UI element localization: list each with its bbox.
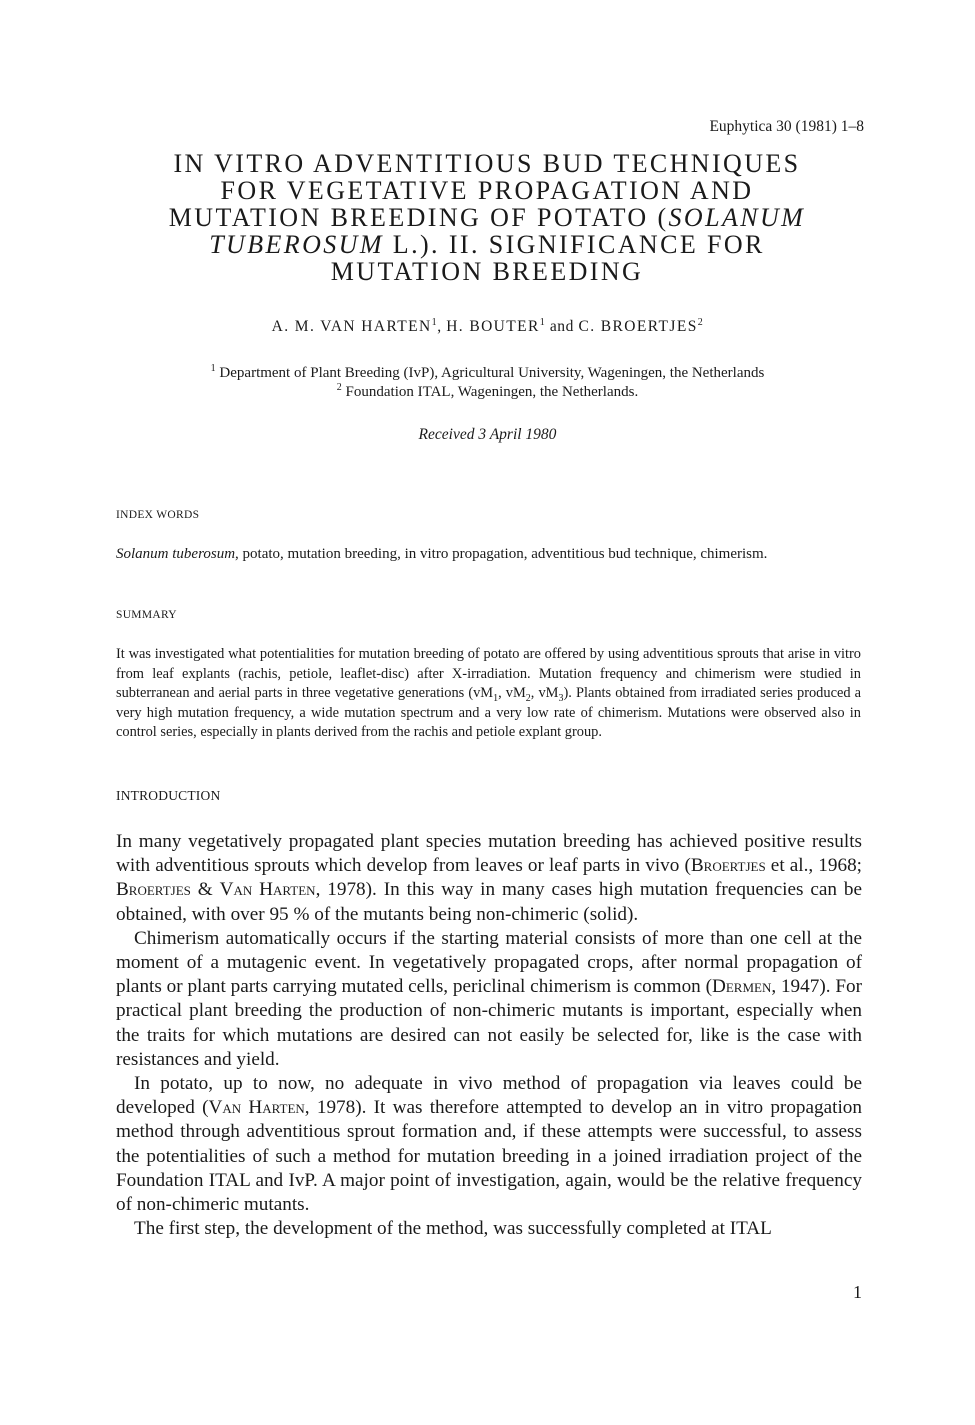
text-segment: , 1978). In this way in many cases high mutation frequencies can be obtained, with over 95 % of the mutants being non-chimeric (solid).	[116, 879, 862, 925]
author-name: C. BROERTJES	[578, 318, 698, 335]
summary-segment: , vM	[498, 685, 526, 702]
author-name: H. BOUTER	[446, 318, 540, 335]
author-conjunction: and	[549, 318, 575, 335]
summary-subscript: 3	[558, 693, 564, 705]
title-species-italic: SOLANUM	[668, 203, 806, 232]
affiliation-text: Department of Plant Breeding (IvP), Agricultural University, Wageningen, the Netherlands	[219, 365, 765, 381]
title-text: MUTATION BREEDING OF POTATO (	[168, 203, 669, 232]
paper-title	[120, 150, 854, 285]
author-affiliation-mark: 1	[431, 316, 438, 328]
title-species-italic: TUBEROSUM	[209, 230, 384, 259]
affiliation-line	[100, 364, 875, 383]
affiliation-text: Foundation ITAL, Wageningen, the Netherlands.	[345, 384, 639, 400]
title-text: L.). II. SIGNIFICANCE FOR	[383, 230, 765, 259]
text-segment: et al., 1968;	[765, 855, 862, 877]
author-affiliation-mark: 2	[697, 316, 704, 328]
index-words-heading: INDEX WORDS	[116, 509, 200, 521]
title-line	[120, 231, 854, 258]
journal-citation: Euphytica 30 (1981) 1–8	[709, 118, 864, 135]
introduction-heading: INTRODUCTION	[116, 788, 221, 803]
index-words-text	[116, 545, 861, 563]
author-list: A. M. VAN HARTEN$^1$, H. BOUTER$^1$ and C. BROERTJES$^2$	[271, 316, 704, 335]
author-affiliation-mark: 1	[539, 316, 546, 328]
text-segment: , 1947). For practical plant breeding the production of non-chimeric mutants is important, especially when the traits for which mutations are desired can not easily be selected for, like is the case with resistances and yield.	[116, 976, 862, 1070]
received-date: Received 3 April 1980	[418, 426, 557, 443]
title-line	[120, 204, 854, 231]
summary-segment: ). Plants obtained from irradiated series produced a very high mutation frequency, a wide mutation spectrum and a very low rate of chimerism. Mutations were observed also in control series, especially in plants derived from the rachis and petiole explant group.	[116, 685, 862, 741]
citation-author: Broertjes	[690, 855, 766, 877]
summary-segment: , vM	[530, 685, 559, 702]
citation-author: Van Harten	[219, 879, 316, 901]
intro-paragraph: The first step, the development of the method, was successfully completed at ITAL	[134, 1218, 772, 1240]
text-segment: &	[190, 879, 220, 901]
affiliation-mark: 1	[210, 363, 216, 374]
summary-subscript: 2	[525, 693, 531, 705]
summary-subscript: 1	[493, 693, 499, 705]
text-segment: In potato, up to now, no adequate in vivo method of propagation via leaves could be developed (	[116, 1073, 862, 1119]
affiliation-mark: 2	[336, 382, 342, 393]
page-number: 1	[853, 1282, 862, 1302]
summary-heading: SUMMARY	[116, 609, 177, 621]
introduction-body	[116, 830, 862, 1241]
text-segment: Chimerism automatically occurs if the starting material consists of more than one cell at the moment of a mutagenic event. In vegetatively propagated crops, after normal propagation of plants or plant parts carrying mutated cells, periclinal chimerism is common (	[116, 927, 862, 998]
intro-paragraph	[116, 927, 862, 1072]
citation-author: Van Harten	[208, 1097, 305, 1119]
intro-paragraph	[116, 830, 862, 927]
title-line: IN VITRO ADVENTITIOUS BUD TECHNIQUES	[173, 149, 801, 178]
affiliations	[100, 364, 875, 402]
citation-author: Broertjes	[116, 879, 191, 901]
affiliation-line	[100, 383, 875, 402]
index-words-rest: , potato, mutation breeding, in vitro propagation, adventitious bud technique, chimerism.	[235, 546, 768, 562]
title-line: MUTATION BREEDING	[330, 257, 644, 286]
intro-paragraph	[116, 1072, 862, 1217]
title-line: FOR VEGETATIVE PROPAGATION AND	[220, 176, 754, 205]
summary-text	[116, 645, 861, 743]
text-segment: In many vegetatively propagated plant species mutation breeding has achieved positive results with adventitious sprouts which develop from leaves or leaf parts in vivo (	[116, 831, 862, 877]
author-name: A. M. VAN HARTEN	[271, 318, 432, 335]
index-words-species: Solanum tuberosum	[116, 546, 236, 562]
text-segment: , 1978). It was therefore attempted to develop an in vitro propagation method through adventitious sprout formation and, if these attempts were successful, to assess the potentialities of such a method for mutation breeding in a joined irradiation project of the Foundation ITAL and IvP. A major point of investigation, again, would be the relative frequency of non-chimeric mutants.	[116, 1097, 862, 1216]
summary-segment: It was investigated what potentialities for mutation breeding of potato are offered by using adventitious sprouts that arise in vitro from leaf explants (rachis, petiole, leaflet-disc) after X-irradiation. Mutation frequency and chimerism were studied in subterranean and aerial parts in three vegetative generations (vM	[116, 646, 861, 702]
citation-author: Dermen	[711, 976, 772, 998]
